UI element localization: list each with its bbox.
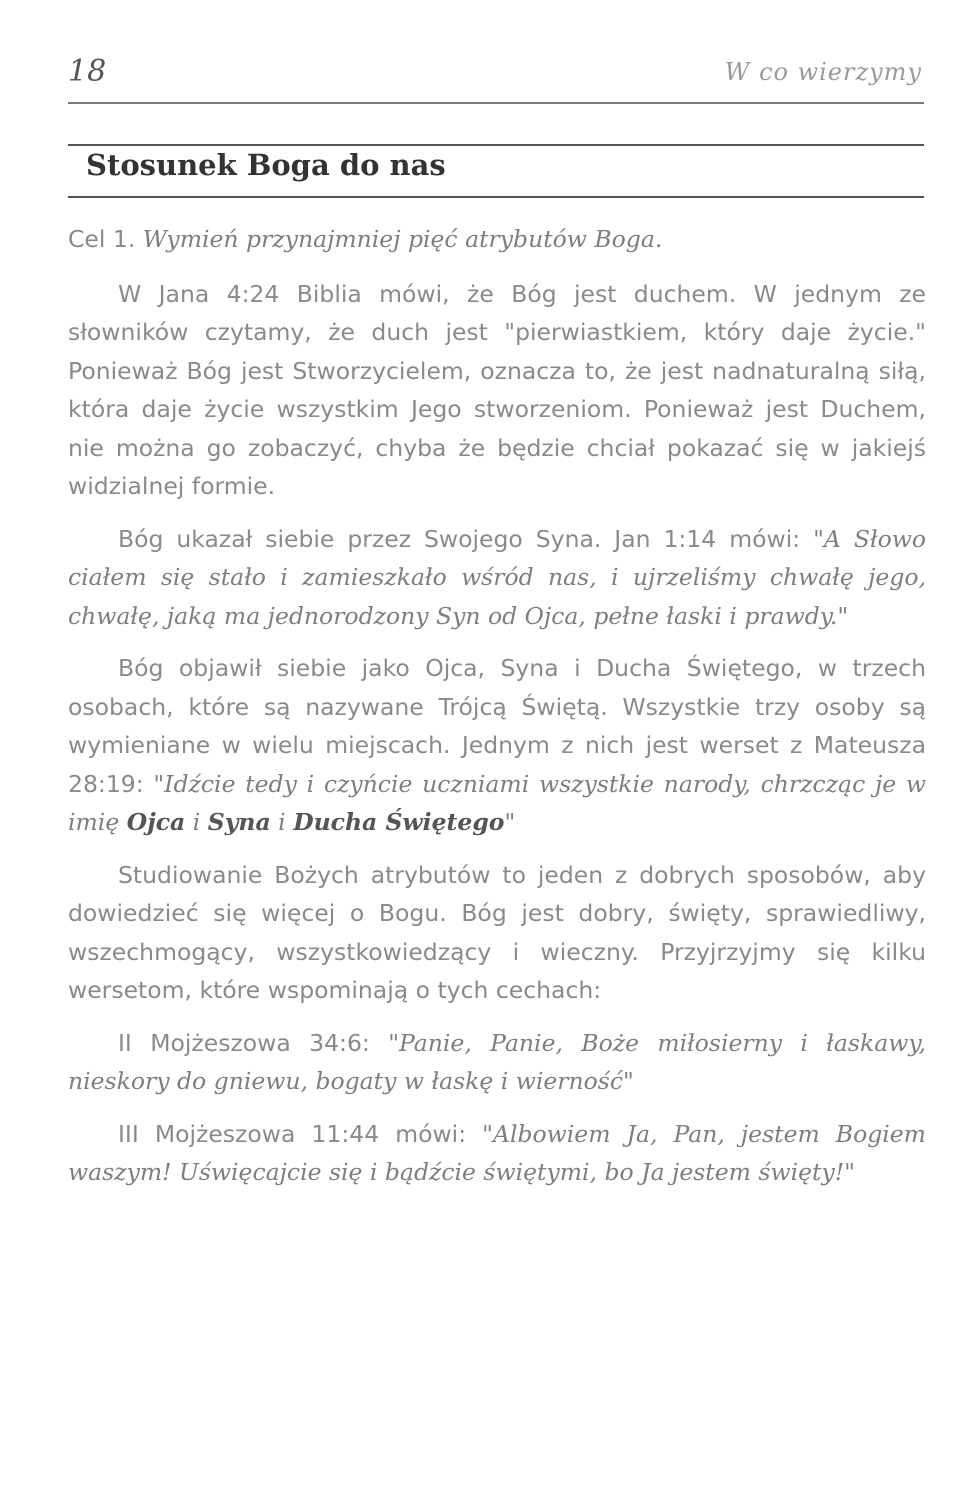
emphasis-syna: Syna	[207, 808, 271, 836]
emphasis-ducha-swietego: Ducha Świętego	[293, 808, 505, 836]
objective-label: Cel 1.	[68, 225, 136, 253]
page-header	[68, 54, 922, 98]
paragraph-4	[68, 856, 926, 1010]
emphasis-ojca: Ojca	[126, 808, 186, 836]
paragraph-1-text: W Jana 4:24 Biblia mówi, że Bóg jest duchem. W jednym ze słowników czytamy, że duch jest "pierwiastkiem, który daje życie." Ponieważ Bóg jest Stworzycielem, oznacza to, że jest nadnaturalną siłą, która daje życie wszystkim Jego stworzeniom. Ponieważ jest Duchem, nie można go zobaczyć, chyba że będzie chciał pokazać się w jakiejś widzialnej formie.	[68, 279, 926, 500]
paragraph-3-intro: Bóg objawił siebie jako Ojca, Syna i Ducha Świętego, w trzech osobach, które są nazywane Trójcą Świętą. Wszystkie trzy osoby są wymieniane w wielu miejscach. Jednym z nich jest werset z Mateusza 28:19:	[68, 654, 926, 798]
objective-text: Wymień przynajmniej pięć atrybutów Boga.	[142, 225, 663, 253]
paragraph-5	[68, 1024, 926, 1101]
section-heading-box	[68, 144, 924, 198]
paragraph-3	[68, 649, 926, 842]
matthew-28-19-quote: "Idźcie tedy i czyńcie uczniami wszystkie narody, chrzcząc je w imię	[68, 769, 926, 836]
conjunction-1: i	[192, 808, 201, 836]
paragraph-2-intro: Bóg ukazał siebie przez Swojego Syna. Jan 1:14 mówi:	[118, 524, 801, 553]
body-text	[68, 220, 926, 1206]
exodus-34-6-quote: "Panie, Panie, Boże miłosierny i łaskawy, nieskory do gniewu, bogaty w łaskę i wierność"	[68, 1028, 926, 1095]
quote-close: "	[504, 808, 516, 836]
conjunction-2: i	[278, 808, 286, 836]
leviticus-reference: III Mojżeszowa 11:44 mówi:	[118, 1119, 467, 1148]
header-divider	[68, 102, 924, 104]
objective	[68, 220, 926, 259]
paragraph-2	[68, 520, 926, 636]
leviticus-11-44-quote: "Albowiem Ja, Pan, jestem Bogiem waszym! Uświęcajcie się i bądźcie świętymi, bo Ja jestem święty!"	[68, 1119, 926, 1186]
section-title: Stosunek Boga do nas	[86, 148, 446, 182]
paragraph-1	[68, 275, 926, 506]
paragraph-6	[68, 1115, 926, 1192]
exodus-reference: II Mojżeszowa 34:6:	[118, 1028, 370, 1057]
john-1-14-quote: "A Słowo ciałem się stało i zamieszkało wśród nas, i ujrzeliśmy chwałę jego, chwałę, jaką ma jednorodzony Syn od Ojca, pełne łaski i prawdy."	[68, 524, 926, 630]
paragraph-4-text: Studiowanie Bożych atrybutów to jeden z dobrych sposobów, aby dowiedzieć się więcej o Bogu. Bóg jest dobry, święty, sprawiedliwy, wszechmogący, wszystkowiedzący i wieczny. Przyjrzyjmy się kilku wersetom, które wspominają o tych cechach:	[68, 860, 926, 1004]
page-number: 18	[68, 54, 107, 89]
running-title: W co wierzymy	[724, 58, 922, 86]
